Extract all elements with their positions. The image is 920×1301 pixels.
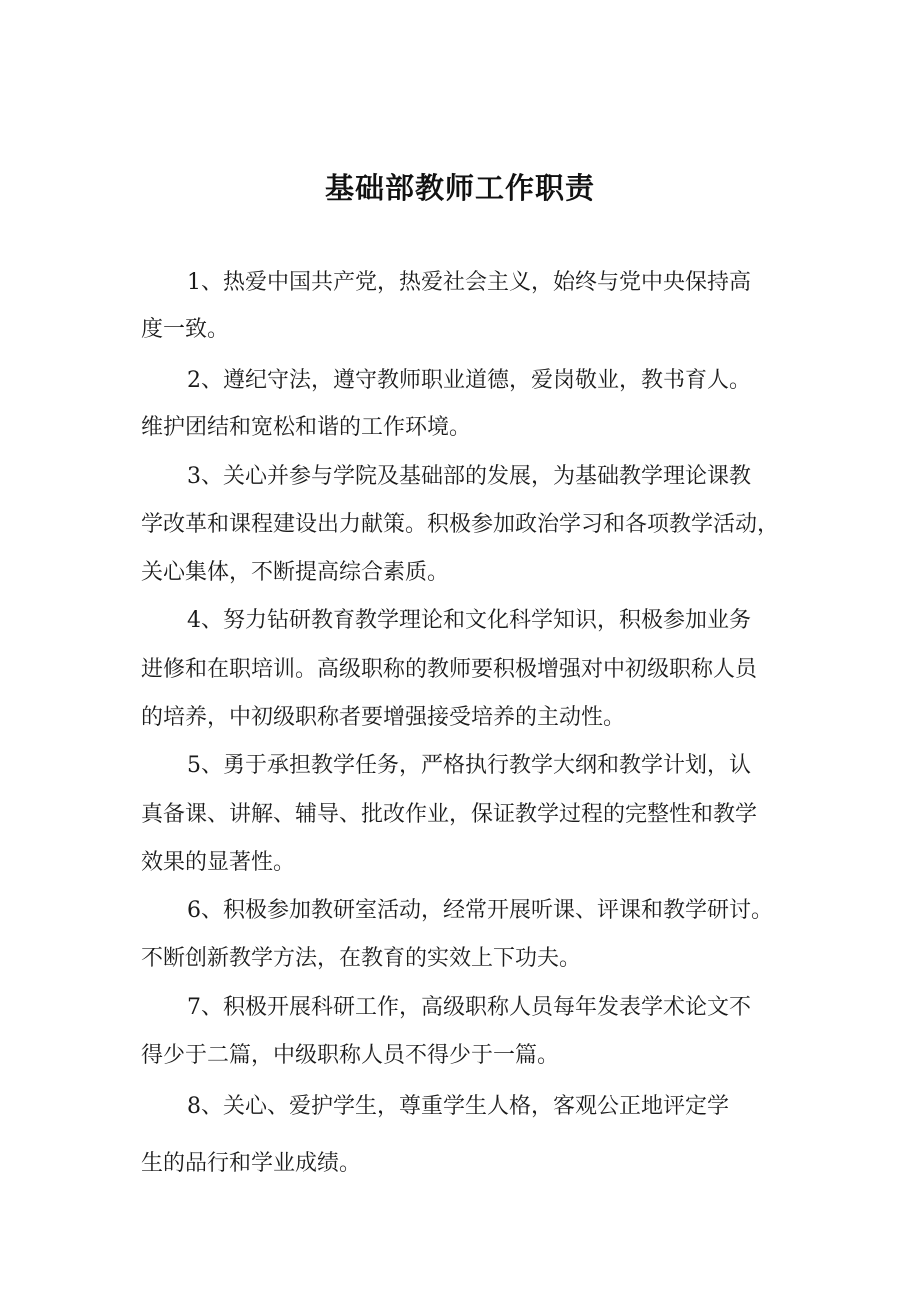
item-4-line-2: 进修和在职培训。高级职称的教师要积极增强对中初级职称人员 [141,657,758,682]
item-5-line-3: 效果的显著性。 [141,850,296,875]
item-4-line-1: 4、努力钻研教育教学理论和文化科学知识，积极参加业务 [187,608,751,633]
item-3-line-1: 3、关心并参与学院及基础部的发展，为基础教学理论课教 [187,464,751,489]
item-3-line-3: 关心集体，不断提高综合素质。 [141,560,450,585]
item-6-line-2: 不断创新教学方法，在教育的实效上下功夫。 [141,946,582,971]
item-7-line-1: 7、积极开展科研工作，高级职称人员每年发表学术论文不 [187,995,751,1020]
item-5-line-2: 真备课、讲解、辅导、批改作业，保证教学过程的完整性和教学 [141,802,758,827]
item-7-line-2: 得少于二篇，中级职称人员不得少于一篇。 [141,1043,560,1068]
item-8-line-1: 8、关心、爱护学生，尊重学生人格，客观公正地评定学 [187,1094,729,1119]
item-6-line-1: 6、积极参加教研室活动，经常开展听课、评课和教学研讨。 [187,898,773,923]
item-3-line-2: 学改革和课程建设出力献策。积极参加政治学习和各项教学活动， [141,512,780,537]
item-1-line-2: 度一致。 [141,317,230,342]
item-4-line-3: 的培养，中初级职称者要增强接受培养的主动性。 [141,705,626,730]
item-5-line-1: 5、勇于承担教学任务，严格执行教学大纲和教学计划，认 [187,753,751,778]
item-2-line-1: 2、遵纪守法，遵守教师职业道德，爱岗敬业，教书育人。 [187,368,751,393]
item-1-line-1: 1、热爱中国共产党，热爱社会主义，始终与党中央保持高 [187,270,751,295]
item-8-line-2: 生的品行和学业成绩。 [141,1151,362,1176]
page-title: 基础部教师工作职责 [324,171,595,205]
item-2-line-2: 维护团结和宽松和谐的工作环境。 [141,415,472,440]
